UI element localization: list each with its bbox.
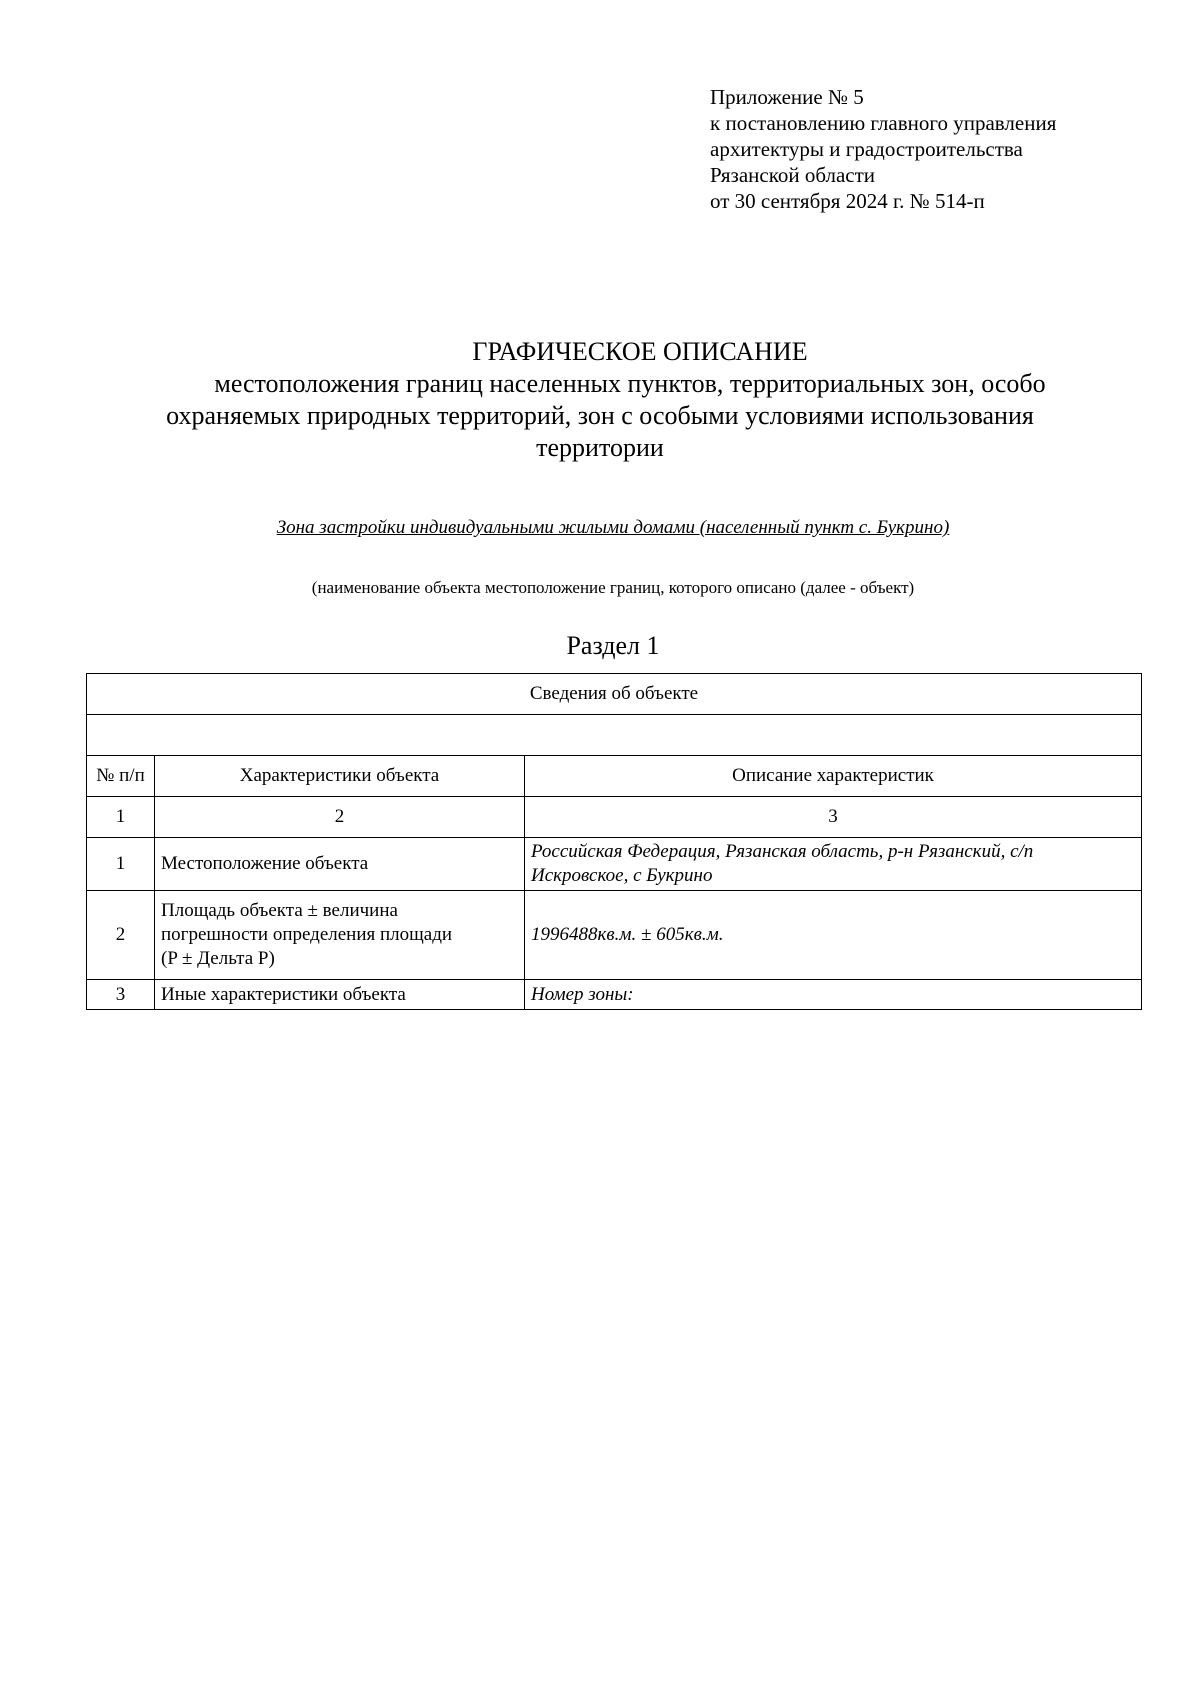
row-characteristic: Иные характеристики объекта bbox=[155, 980, 525, 1010]
object-name: Зона застройки индивидуальными жилыми домами (населенный пункт с. Букрино) bbox=[276, 517, 950, 538]
row-number: 3 bbox=[87, 980, 155, 1010]
row-number: 1 bbox=[87, 838, 155, 891]
row-description: Номер зоны: bbox=[525, 980, 1142, 1010]
appendix-line: Приложение № 5 bbox=[710, 85, 864, 109]
table-header-row bbox=[87, 756, 1142, 797]
table-numbering-row bbox=[87, 797, 1142, 838]
appendix-line: к постановлению главного управления bbox=[710, 111, 1057, 135]
table-row bbox=[87, 980, 1142, 1010]
appendix-line: от 30 сентября 2024 г. № 514-п bbox=[710, 189, 985, 213]
characteristic-line: (P ± Дельта P) bbox=[161, 948, 275, 969]
object-info-table bbox=[86, 673, 1142, 1010]
table-caption: Сведения об объекте bbox=[87, 674, 1142, 715]
characteristic-line: погрешности определения площади bbox=[161, 924, 453, 945]
row-description: 1996488кв.м. ± 605кв.м. bbox=[525, 891, 1142, 980]
header-cell: № п/п bbox=[87, 756, 155, 797]
row-number: 2 bbox=[87, 891, 155, 980]
title-subline: местоположения границ населенных пунктов, территориальных зон, особо bbox=[214, 369, 1046, 398]
numbering-cell: 3 bbox=[525, 797, 1142, 838]
title-subline: территории bbox=[536, 433, 664, 462]
numbering-cell: 1 bbox=[87, 797, 155, 838]
numbering-cell: 2 bbox=[155, 797, 525, 838]
table-row bbox=[87, 838, 1142, 891]
row-description bbox=[525, 838, 1142, 891]
document-title bbox=[0, 336, 1200, 464]
row-characteristic bbox=[155, 891, 525, 980]
header-cell: Характеристики объекта bbox=[155, 756, 525, 797]
characteristic-line: Площадь объекта ± величина bbox=[161, 900, 398, 921]
row-characteristic: Местоположение объекта bbox=[155, 838, 525, 891]
header-cell: Описание характеристик bbox=[525, 756, 1142, 797]
section-title: Раздел 1 bbox=[566, 631, 660, 660]
appendix-line: архитектуры и градостроительства bbox=[710, 137, 1023, 161]
title-heading: ГРАФИЧЕСКОЕ ОПИСАНИЕ bbox=[472, 337, 808, 366]
description-line: Российская Федерация, Рязанская область, р-н Рязанский, с/п bbox=[531, 841, 1034, 862]
title-subline: охраняемых природных территорий, зон с особыми условиями использования bbox=[166, 401, 1034, 430]
appendix-line: Рязанской области bbox=[710, 163, 876, 187]
description-line: Искровское, с Букрино bbox=[531, 865, 713, 886]
appendix-block bbox=[710, 84, 1056, 214]
table-blank-row bbox=[87, 715, 1142, 756]
table-row bbox=[87, 891, 1142, 980]
object-name-caption: (наименование объекта местоположение границ, которого описано (далее - объект) bbox=[311, 578, 915, 597]
